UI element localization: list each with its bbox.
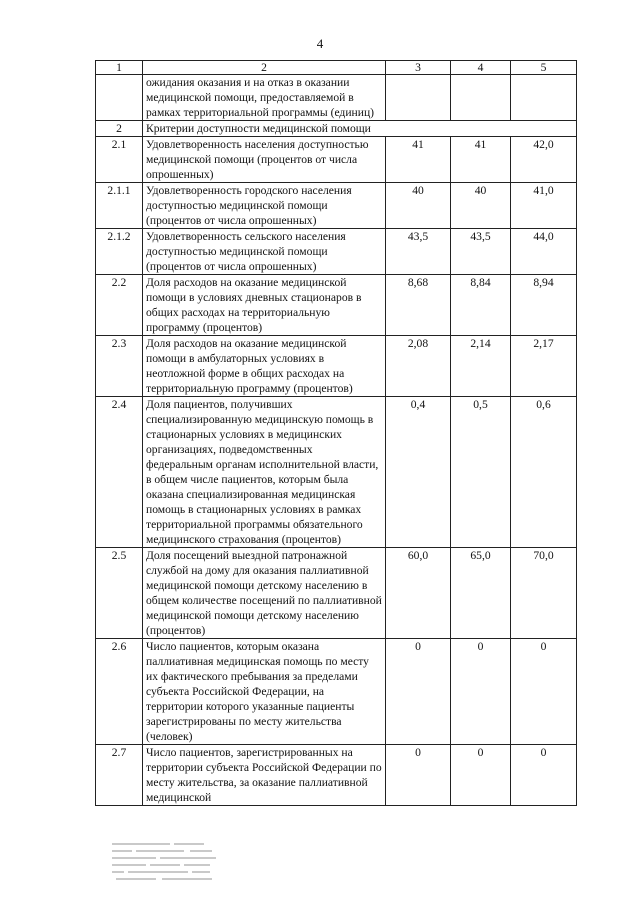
header-cell: 4	[451, 61, 511, 75]
table-header-row	[96, 61, 577, 75]
table-row	[96, 336, 577, 397]
table-row	[96, 548, 577, 639]
value-col3	[386, 75, 451, 121]
value-col5: 0	[511, 639, 577, 745]
row-description: Удовлетворенность городского населения доступностью медицинской помощи (процентов от числа опрошенных)	[143, 183, 386, 229]
header-cell: 3	[386, 61, 451, 75]
value-col5	[511, 75, 577, 121]
value-col5: 70,0	[511, 548, 577, 639]
row-number: 2.1	[96, 137, 143, 183]
table-row	[96, 137, 577, 183]
row-description: Число пациентов, которым оказана паллиативная медицинская помощь по месту их фактического пребывания за пределами субъекта Российской Федерации, на территории которого указанные пациенты зарегистрированы по месту жительства (человек)	[143, 639, 386, 745]
table-row	[96, 397, 577, 548]
value-col4: 0	[451, 745, 511, 806]
value-col4: 41	[451, 137, 511, 183]
row-number: 2.6	[96, 639, 143, 745]
faded-stamp-mark	[110, 840, 230, 882]
header-cell: 5	[511, 61, 577, 75]
row-number: 2.5	[96, 548, 143, 639]
section-title: Критерии доступности медицинской помощи	[143, 121, 577, 137]
value-col3: 60,0	[386, 548, 451, 639]
value-col4: 40	[451, 183, 511, 229]
value-col5: 0,6	[511, 397, 577, 548]
row-number: 2.2	[96, 275, 143, 336]
header-cell: 1	[96, 61, 143, 75]
table-row	[96, 183, 577, 229]
value-col3: 43,5	[386, 229, 451, 275]
value-col5: 0	[511, 745, 577, 806]
value-col3: 0	[386, 639, 451, 745]
row-number: 2.1.1	[96, 183, 143, 229]
value-col3: 0,4	[386, 397, 451, 548]
row-description: Доля посещений выездной патронажной службой на дому для оказания паллиативной медицинской помощи детскому населению в общем количестве посещений по паллиативной медицинской помощи детскому населению (процентов)	[143, 548, 386, 639]
value-col5: 44,0	[511, 229, 577, 275]
value-col4: 65,0	[451, 548, 511, 639]
table-row	[96, 275, 577, 336]
value-col5: 2,17	[511, 336, 577, 397]
row-number: 2.4	[96, 397, 143, 548]
value-col3: 2,08	[386, 336, 451, 397]
row-description: Удовлетворенность населения доступностью медицинской помощи (процентов от числа опрошенных)	[143, 137, 386, 183]
value-col3: 40	[386, 183, 451, 229]
value-col4: 0	[451, 639, 511, 745]
row-number: 2.1.2	[96, 229, 143, 275]
value-col4	[451, 75, 511, 121]
value-col5: 41,0	[511, 183, 577, 229]
value-col3: 41	[386, 137, 451, 183]
value-col3: 8,68	[386, 275, 451, 336]
value-col3: 0	[386, 745, 451, 806]
header-cell: 2	[143, 61, 386, 75]
section-row	[96, 121, 577, 137]
row-number	[96, 75, 143, 121]
table-row	[96, 745, 577, 806]
value-col4: 43,5	[451, 229, 511, 275]
criteria-table	[95, 60, 577, 806]
value-col4: 8,84	[451, 275, 511, 336]
row-description: ожидания оказания и на отказ в оказании медицинской помощи, предоставляемой в рамках территориальной программы (единиц)	[143, 75, 386, 121]
value-col4: 2,14	[451, 336, 511, 397]
value-col5: 8,94	[511, 275, 577, 336]
row-description: Доля расходов на оказание медицинской помощи в амбулаторных условиях в неотложной форме в общих расходах на территориальную программу (процентов)	[143, 336, 386, 397]
table-row	[96, 639, 577, 745]
row-description: Удовлетворенность сельского населения доступностью медицинской помощи (процентов от числа опрошенных)	[143, 229, 386, 275]
row-description: Доля пациентов, получивших специализированную медицинскую помощь в стационарных условиях в медицинских организациях, подведомственных федеральным органам исполнительной власти, в общем числе пациентов, которым была оказана специализированная медицинская помощь в стационарных условиях в рамках территориальной программы обязательного медицинского страхования (процентов)	[143, 397, 386, 548]
section-number: 2	[96, 121, 143, 137]
row-description: Число пациентов, зарегистрированных на территории субъекта Российской Федерации по месту жительства, за оказание паллиативной медицинской	[143, 745, 386, 806]
row-number: 2.7	[96, 745, 143, 806]
row-number: 2.3	[96, 336, 143, 397]
value-col4: 0,5	[451, 397, 511, 548]
table-row	[96, 229, 577, 275]
page-number: 4	[316, 36, 324, 51]
table-row	[96, 75, 577, 121]
row-description: Доля расходов на оказание медицинской помощи в условиях дневных стационаров в общих расходах на территориальную программу (процентов)	[143, 275, 386, 336]
value-col5: 42,0	[511, 137, 577, 183]
